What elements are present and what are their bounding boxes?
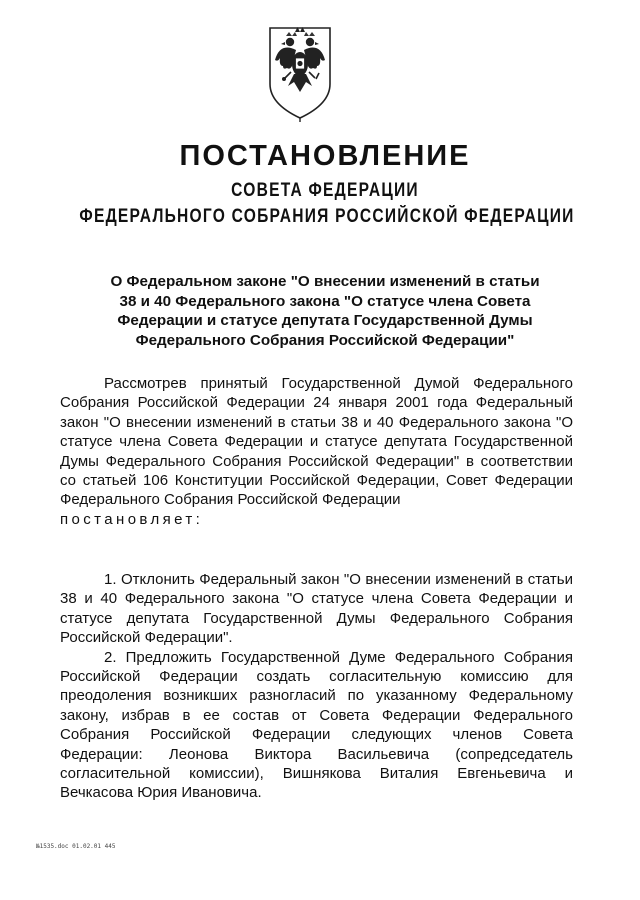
decree-word: постановляет:	[60, 510, 204, 528]
state-emblem-icon	[266, 22, 334, 122]
preamble-text: Рассмотрев принятый Государственной Думой Федерального Собрания Российской Федерации 24 января 2001 года Федеральный закон "О внесении изменений в статьи 38 и 40 Федерального закона "О статусе члена Совета Федерации и статусе депутата Государственной Думы Федерального Собрания Российской Федерации" в соответствии со статьей 106 Конституции Российской Федерации, Совет Федерации Федерального Собрания Российской Федерации	[60, 375, 573, 509]
heading-line: 38 и 40 Федерального закона "О статусе члена Совета	[119, 292, 531, 310]
document-title: ПОСТАНОВЛЕНИЕ	[179, 140, 471, 172]
issuer-line-1: СОВЕТА ФЕДЕРАЦИИ	[231, 180, 419, 201]
file-reference-note: №1535.doc 01.02.01 445	[36, 843, 116, 850]
heading-line: О Федеральном законе "О внесении изменений в статьи	[110, 273, 540, 290]
preamble-block	[60, 374, 573, 529]
heading-line: Федерального Собрания Российской Федерации"	[135, 331, 515, 349]
preamble-paragraph	[60, 374, 573, 529]
resolution-item-1: 1. Отклонить Федеральный закон "О внесении изменений в статьи 38 и 40 Федерального закона "О статусе члена Совета Федерации и статусе депутата Государственной Думы Федерального Собрания Российской Федерации".	[60, 571, 573, 647]
resolution-heading	[80, 272, 570, 350]
resolution-item-2: 2. Предложить Государственной Думе Федерального Собрания Российской Федерации создать согласительную комиссию для преодоления возникших разногласий по указанному Федеральному закону, избрав в ее состав от Совета Федерации Федерального Собрания Российской Федерации следующих членов Совета Федерации: Леонова Виктора Васильевича (сопредседатель согласительной комиссии), Вишнякова Виталия Евгеньевича и Вечкасова Юрия Ивановича.	[60, 648, 573, 802]
heading-line: Федерации и статусе депутата Государственной Думы	[117, 312, 533, 329]
issuer-line-2: ФЕДЕРАЛЬНОГО СОБРАНИЯ РОССИЙСКОЙ ФЕДЕРАЦИИ	[79, 206, 575, 227]
resolution-items	[60, 570, 573, 803]
